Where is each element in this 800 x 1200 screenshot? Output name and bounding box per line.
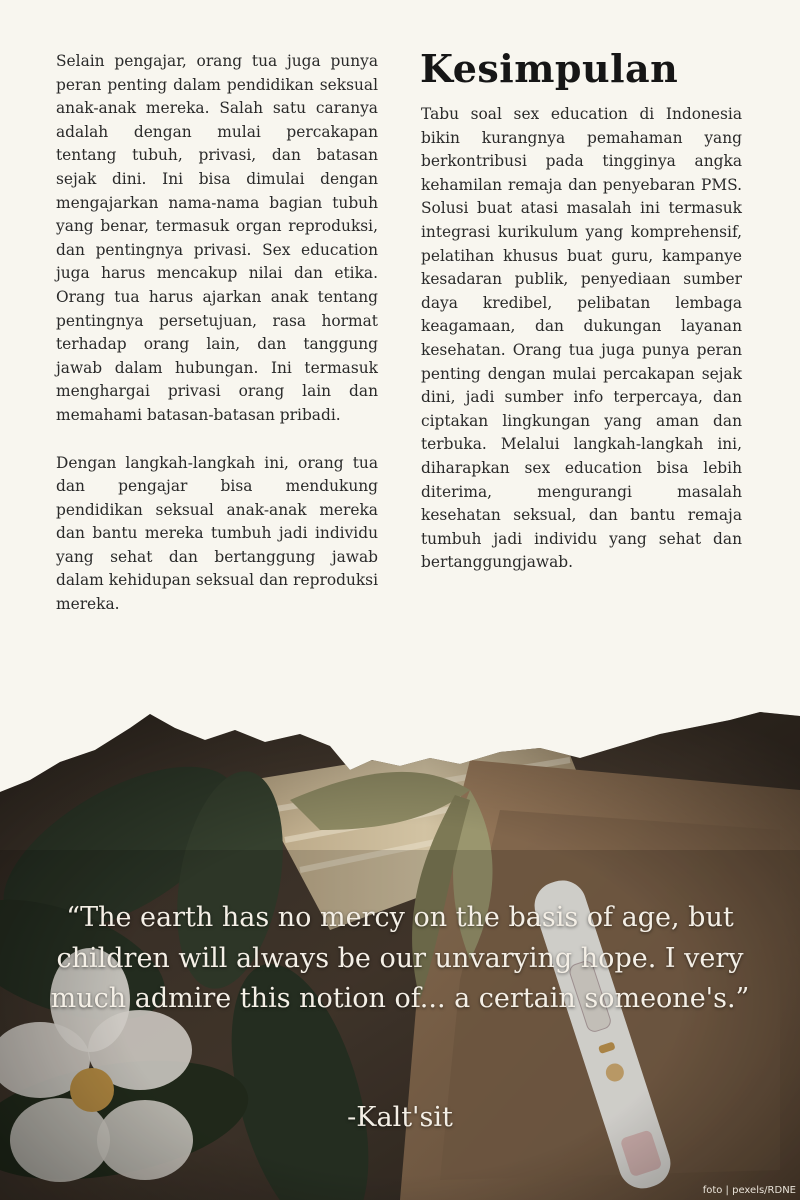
section-heading: Kesimpulan	[420, 46, 679, 91]
left-column	[56, 50, 378, 641]
left-paragraph-1: Selain pengajar, orang tua juga punya peran penting dalam pendidikan seksual anak-anak mereka. Salah satu caranya adalah dengan mulai percakapan tentang tubuh, privasi, dan batasan sejak dini. Ini bisa dimulai dengan mengajarkan nama-nama bagian tubuh yang benar, termasuk organ reproduksi, dan pentingnya privasi. Sex education juga harus mencakup nilai dan etika. Orang tua harus ajarkan anak tentang pentingnya persetujuan, rasa hormat terhadap orang lain, dan tanggung jawab dalam hubungan. Ini termasuk menghargai privasi orang lain dan memahami batasan-batasan pribadi.	[56, 52, 378, 424]
left-paragraph-2: Dengan langkah-langkah ini, orang tua dan pengajar bisa mendukung pendidikan seksual anak-anak mereka dan bantu mereka tumbuh jadi individu yang sehat dan bertanggung jawab dalam kehidupan seksual dan reproduksi mereka.	[56, 453, 378, 614]
right-paragraph: Tabu soal sex education di Indonesia bikin kurangnya pemahaman yang berkontribusi pada tingginya angka kehamilan remaja dan penyebaran PMS. Solusi buat atasi masalah ini termasuk integrasi kurikulum yang komprehensif, pelatihan khusus buat guru, kampanye kesadaran publik, penyediaan sumber daya kredibel, pelibatan lembaga keagamaan, dan dukungan layanan kesehatan. Orang tua juga punya peran penting dengan mulai percakapan sejak dini, jadi sumber info terpercaya, dan ciptakan lingkungan yang aman dan terbuka. Melalui langkah-langkah ini, diharapkan sex education bisa lebih diterima, mengurangi masalah kesehatan seksual, dan bantu remaja tumbuh jadi individu yang sehat dan bertanggungjawab.	[421, 105, 742, 572]
right-column	[421, 103, 742, 599]
quote-text: “The earth has no mercy on the basis of age, but children will always be our unvarying hope. I very much admire this notion of... a certain someone's.”	[50, 902, 750, 1014]
quote-author: -Kalt'sit	[347, 1102, 453, 1133]
photo-credit: foto | pexels/RDNE	[702, 1185, 796, 1196]
